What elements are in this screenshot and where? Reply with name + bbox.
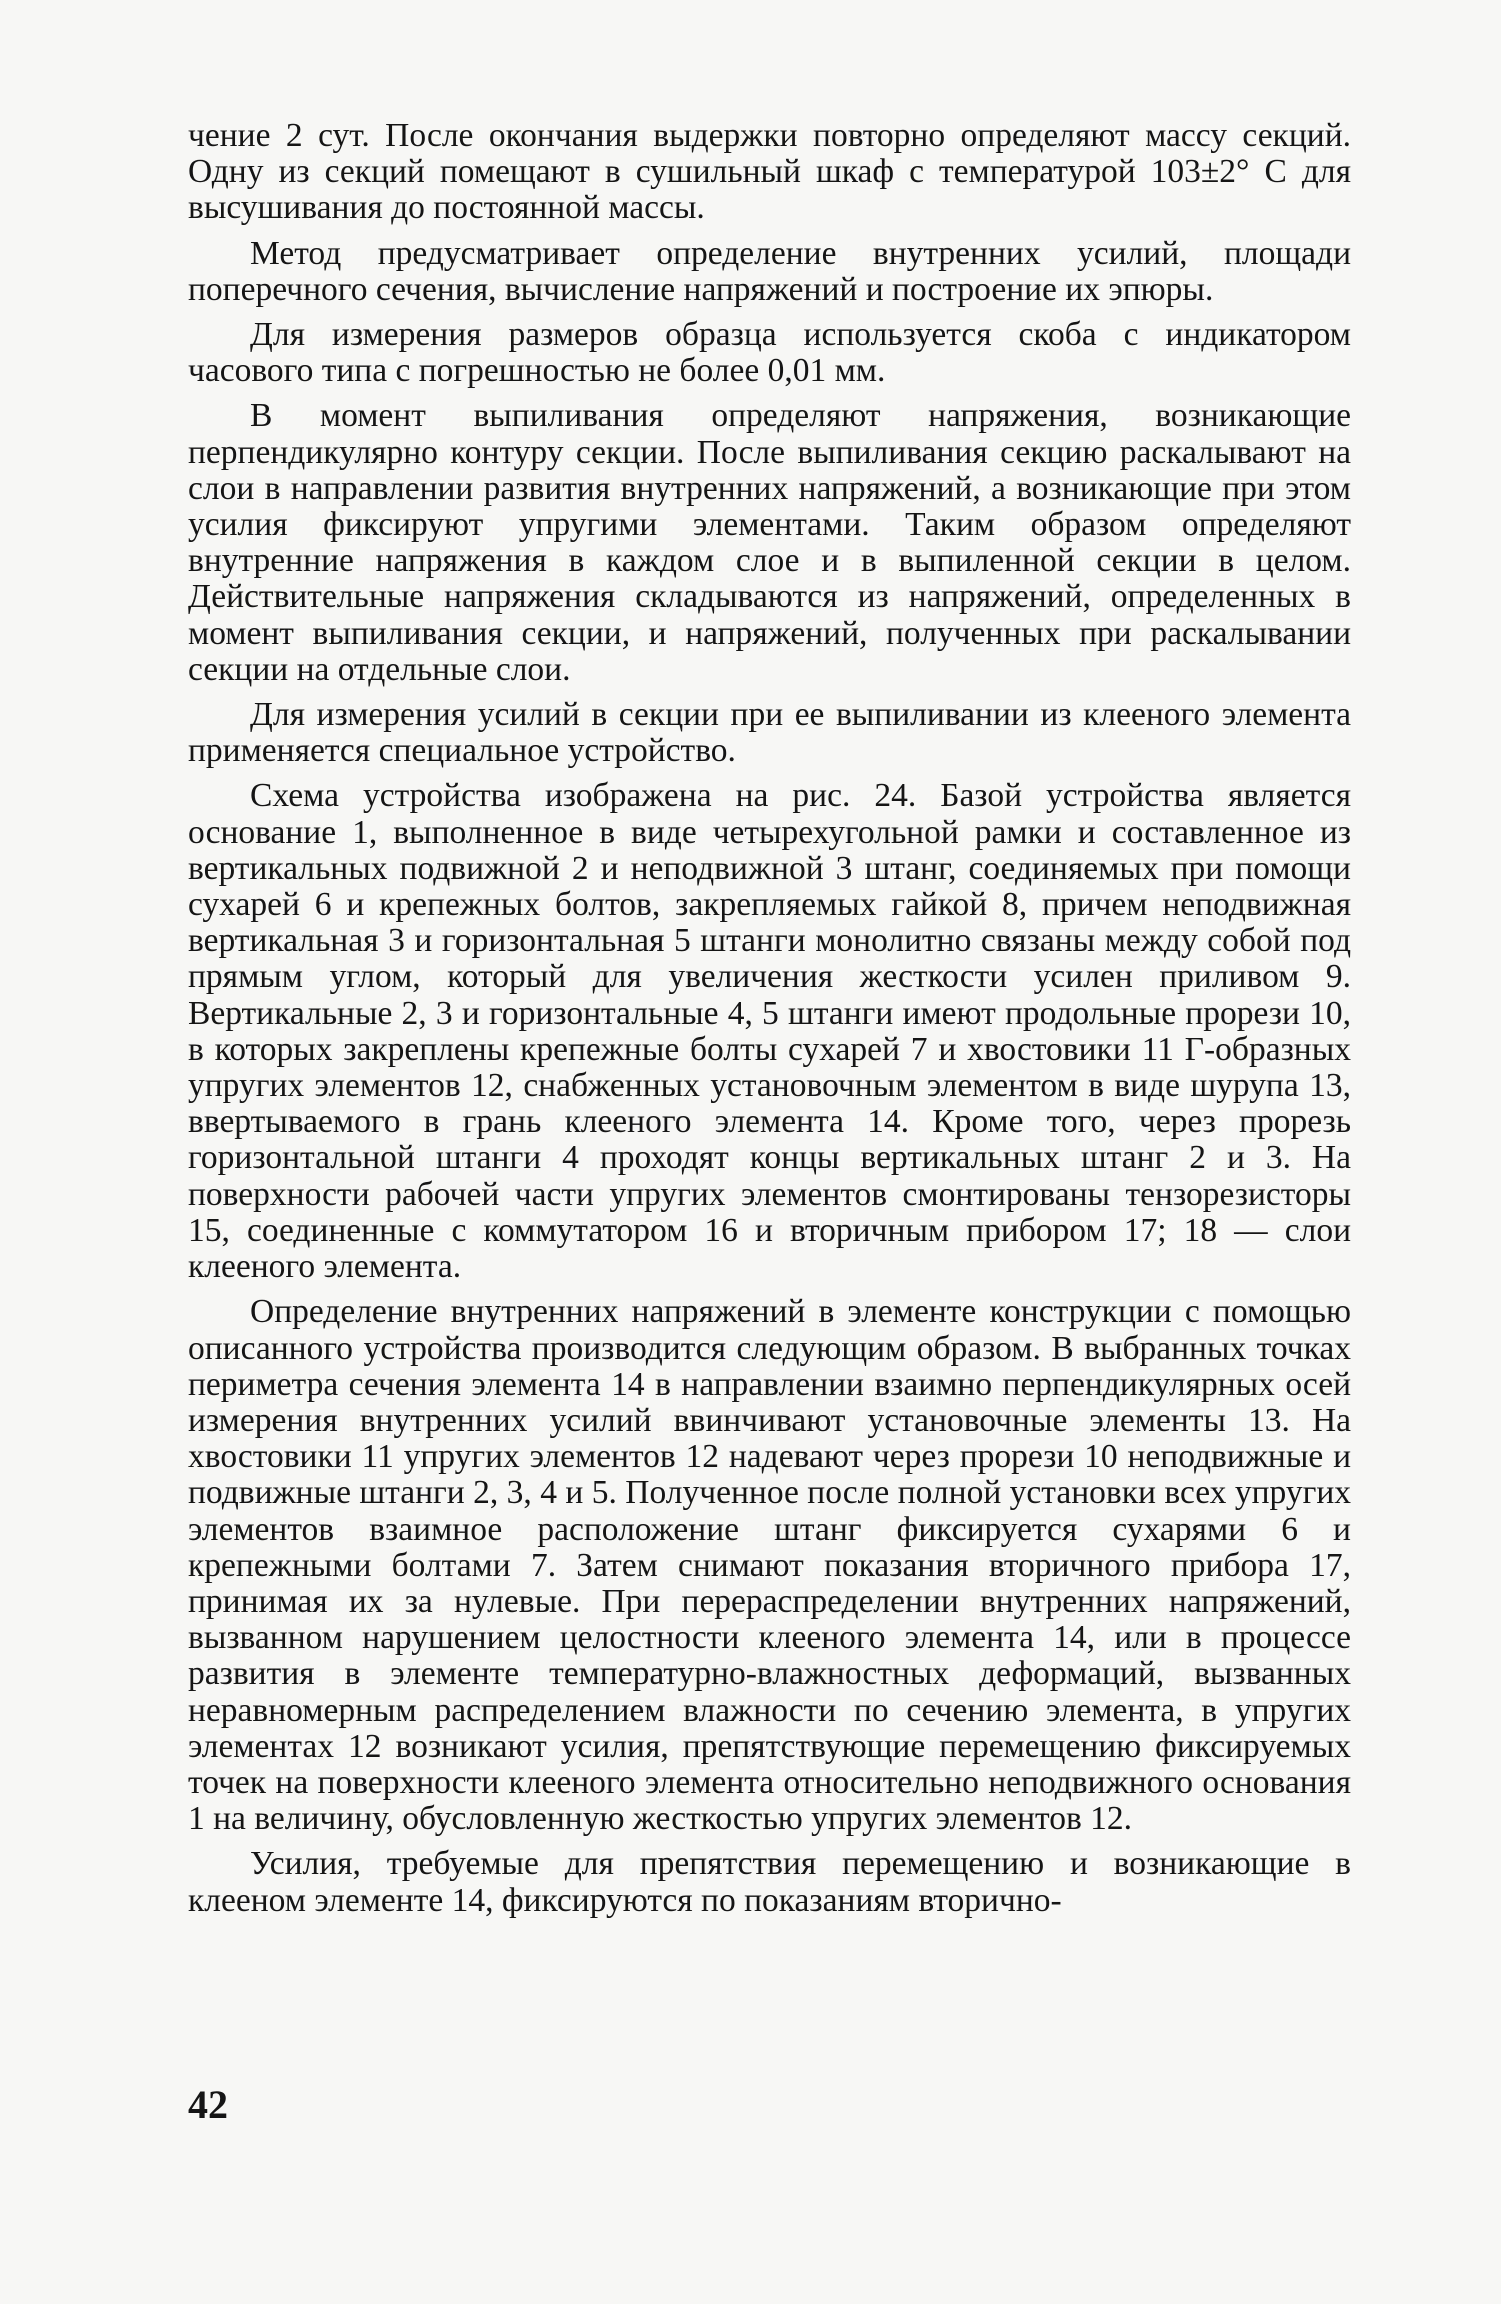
paragraph-6: Схема устройства изображена на рис. 24. Базой устройства является основание 1, выполненное в виде четырехугольной рамки и составленное из вертикальных подвижной 2 и неподвижной 3 штанг, соединяемых при помощи сухарей 6 и крепежных болтов, закрепляемых гайкой 8, причем неподвижная вертикальная 3 и горизонтальная 5 штанги монолитно связаны между собой под прямым углом, который для увеличения жесткости усилен приливом 9. Вертикальные 2, 3 и горизонтальные 4, 5 штанги имеют продольные прорези 10, в которых закреплены крепежные болты сухарей 7 и хвостовики 11 Г-образных упругих элементов 12, снабженных установочным элементом в виде шурупа 13, ввертываемого в грань клееного элемента 14. Кроме того, через прорезь горизонтальной штанги 4 проходят концы вертикальных штанг 2 и 3. На поверхности рабочей части упругих элементов смонтированы тензорезисторы 15, соединенные с коммутатором 16 и вторичным прибором 17; 18 — слои клееного элемента. [188, 777, 1351, 1286]
page-number: 42 [188, 2082, 228, 2127]
paragraph-5: Для измерения усилий в секции при ее выпиливании из клееного элемента применяется специальное устройство. [188, 696, 1351, 770]
paragraph-7: Определение внутренних напряжений в элементе конструкции с помощью описанного устройства производится следующим образом. В выбранных точках периметра сечения элемента 14 в направлении взаимно перпендикулярных осей измерения внутренних усилий ввинчивают установочные элементы 13. На хвостовики 11 упругих элементов 12 надевают через прорези 10 неподвижные и подвижные штанги 2, 3, 4 и 5. Полученное после полной установки всех упругих элементов взаимное расположение штанг фиксируется сухарями 6 и крепежными болтами 7. Затем снимают показания вторичного прибора 17, принимая их за нулевые. При перераспределении внутренних напряжений, вызванном нарушением целостности клееного элемента 14, или в процессе развития в элементе температурно-влажностных деформаций, вызванных неравномерным распределением влажности по сечению элемента, в упругих элементах 12 возникают усилия, препятствующие перемещению фиксируемых точек на поверхности клееного элемента относительно неподвижного основания 1 на величину, обусловленную жесткостью упругих элементов 12. [188, 1293, 1351, 1838]
paragraph-3: Для измерения размеров образца используется скоба с индикатором часового типа с погрешностью не более 0,01 мм. [188, 316, 1351, 390]
body-text [188, 118, 1351, 1919]
paragraph-1: чение 2 сут. После окончания выдержки повторно определяют массу секций. Одну из секций помещают в сушильный шкаф с температурой 103±2° С для высушивания до постоянной массы. [188, 117, 1351, 227]
paragraph-4: В момент выпиливания определяют напряжения, возникающие перпендикулярно контуру секции. После выпиливания секцию раскалывают на слои в направлении развития внутренних напряжений, а возникающие при этом усилия фиксируют упругими элементами. Таким образом определяют внутренние напряжения в каждом слое и в выпиленной секции в целом. Действительные напряжения складываются из напряжений, определенных в момент выпиливания секции, и напряжений, полученных при раскалывании секции на отдельные слои. [188, 397, 1351, 688]
paragraph-8: Усилия, требуемые для препятствия перемещению и возникающие в клееном элементе 14, фиксируются по показаниям вторично- [188, 1845, 1351, 1919]
paragraph-2: Метод предусматривает определение внутренних усилий, площади поперечного сечения, вычисление напряжений и построение их эпюры. [188, 234, 1351, 308]
